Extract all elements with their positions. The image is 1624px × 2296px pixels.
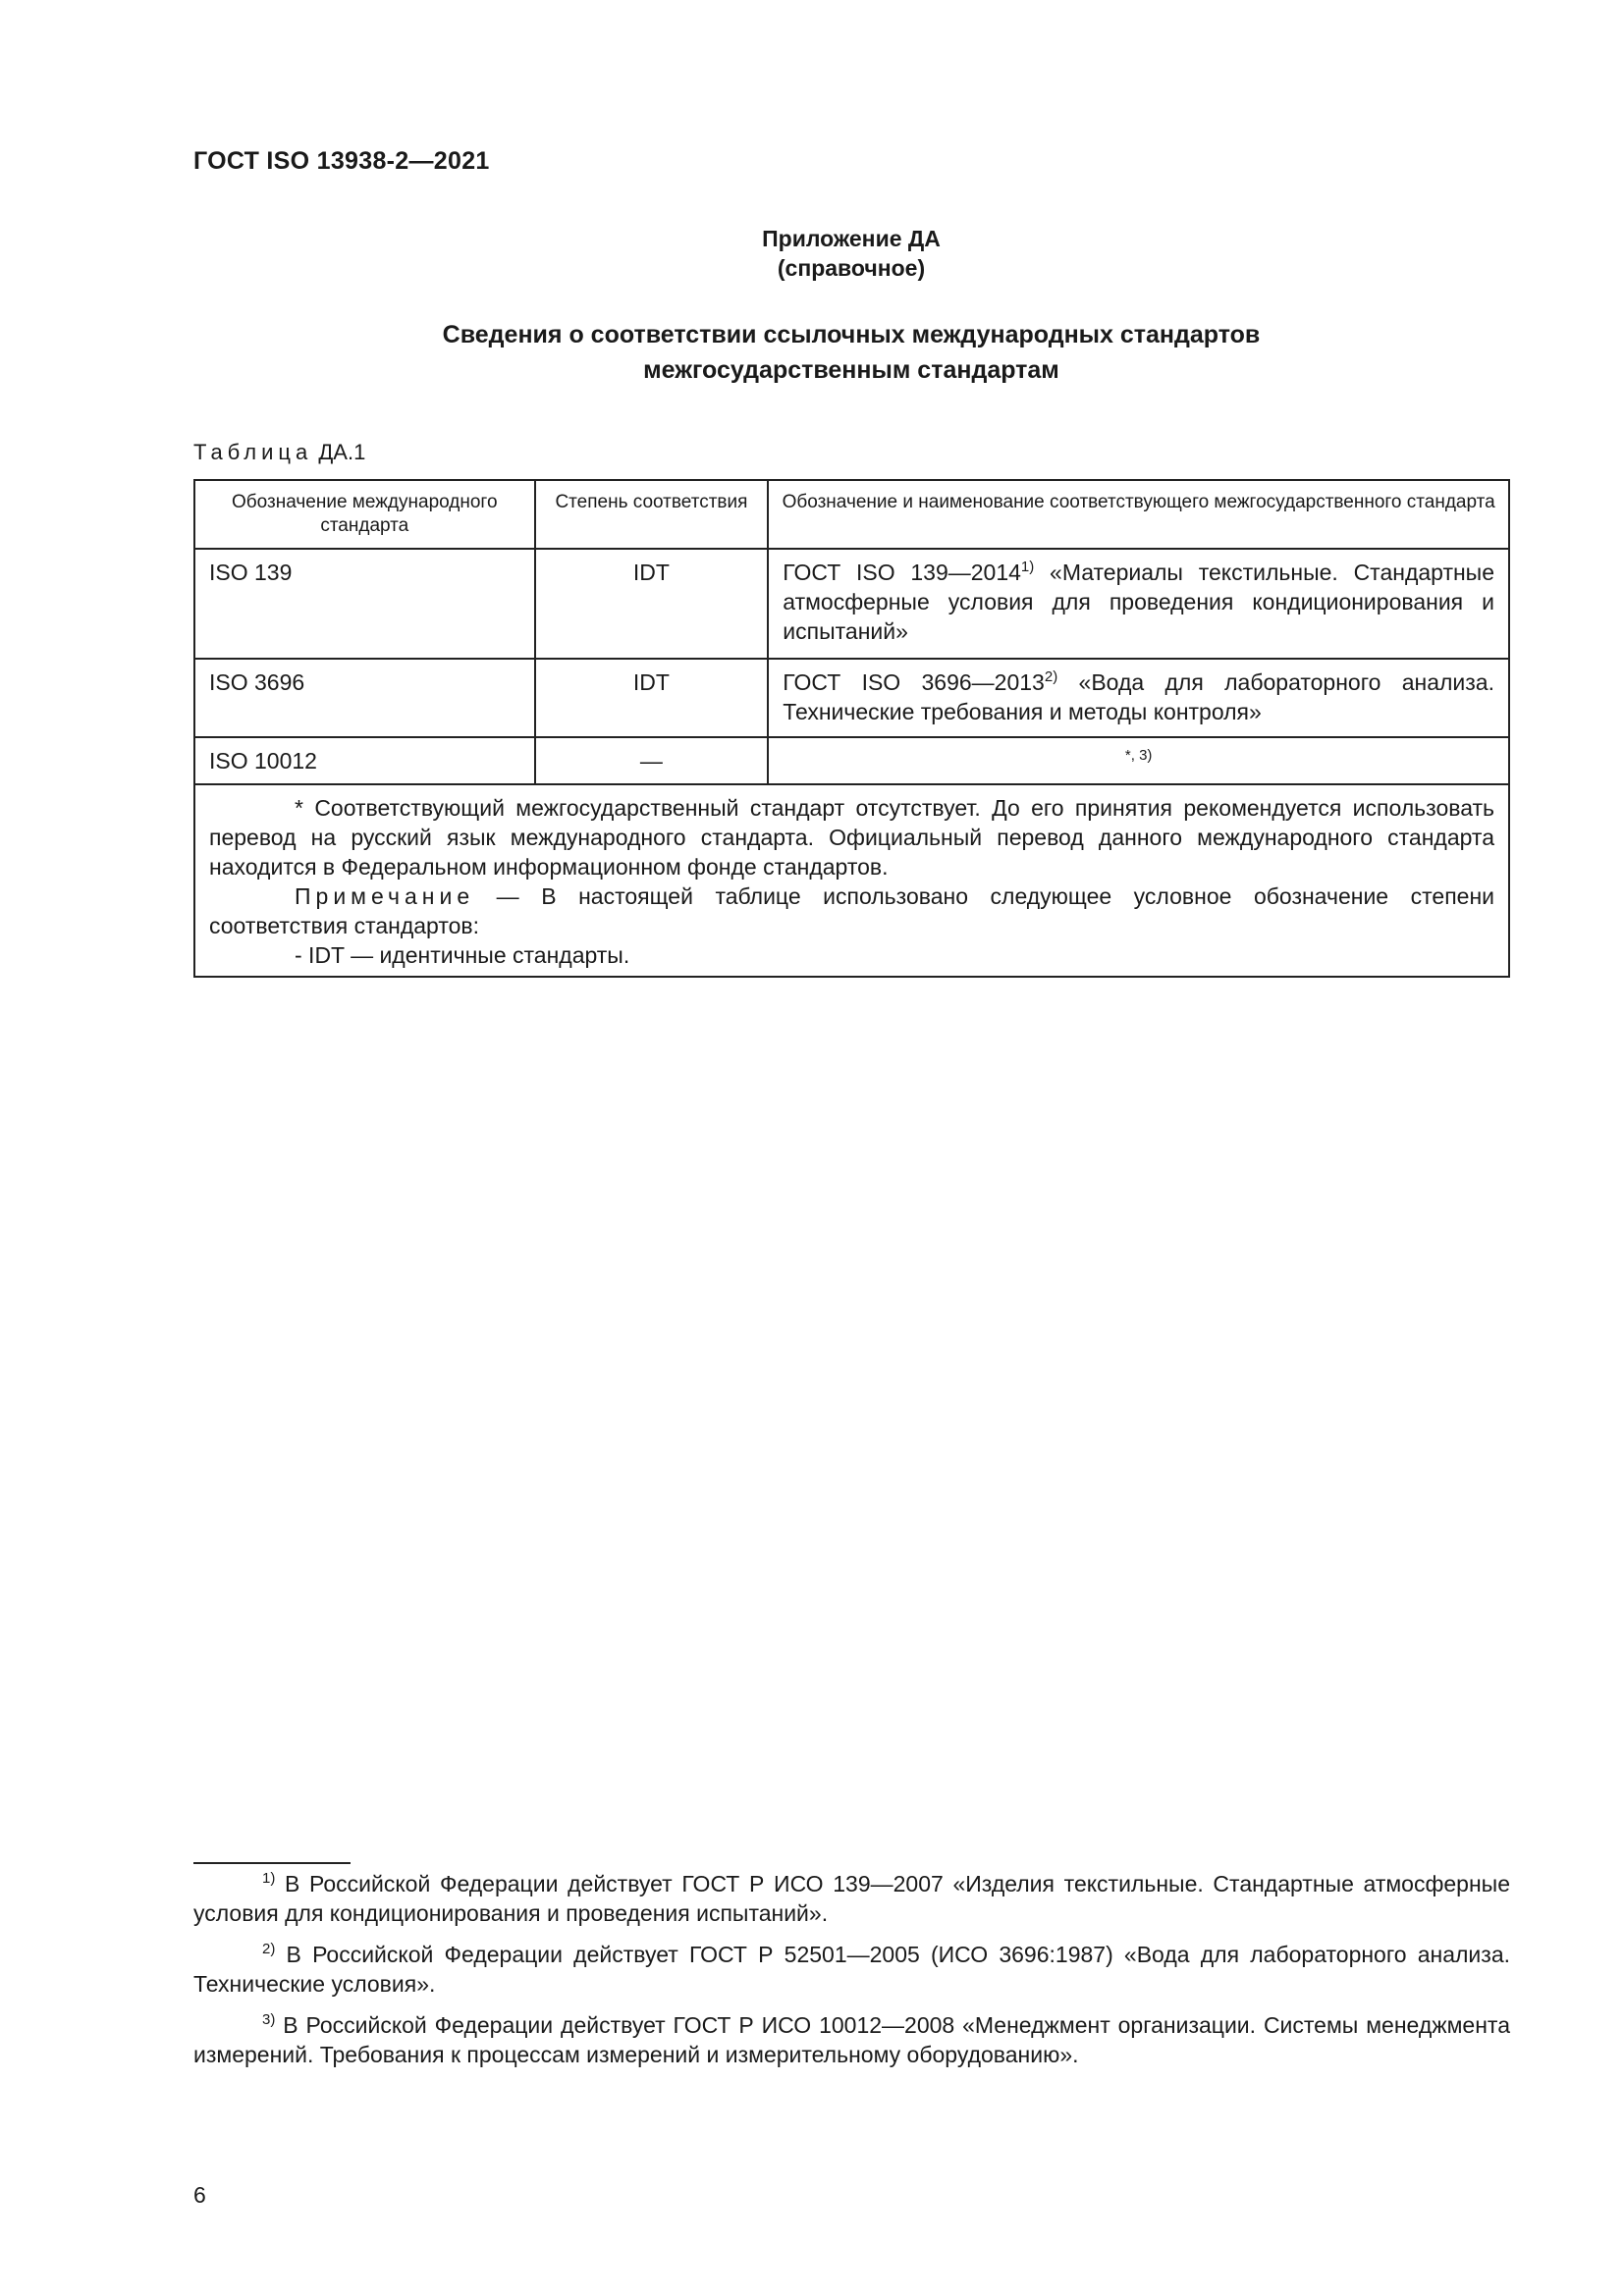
- footnote-mark: 2): [262, 1941, 276, 1957]
- cell-gost: [768, 659, 1509, 737]
- table-row: [194, 737, 1509, 784]
- table-caption: [193, 440, 365, 465]
- gost-title: «Вода для лабораторного анализа. Технические требования и методы контроля»: [783, 669, 1494, 724]
- note-text: — В настоящей таблице использовано следующее условное обозначение степени соответствия стандартов:: [209, 883, 1494, 938]
- footnote-1: [193, 1869, 1510, 1928]
- table-note: [194, 784, 1509, 977]
- gost-prefix: ГОСТ ISO 139—2014: [783, 560, 1021, 585]
- annex-title-line1: Приложение ДА: [762, 226, 941, 251]
- table-caption-number: ДА.1: [318, 440, 366, 464]
- table-row: [194, 659, 1509, 737]
- section-title: [193, 317, 1509, 388]
- note-star-text: * Соответствующий межгосударственный стандарт отсутствует. До его принятия рекомендуется использовать перевод на русский язык международного стандарта. Официальный перевод данного международного стандарта находится в Федеральном информационном фонде стандартов.: [209, 795, 1494, 880]
- document-code: ГОСТ ISO 13938-2—2021: [193, 147, 490, 175]
- annex-title-line2: (справочное): [777, 255, 926, 281]
- section-title-line2: межгосударственным стандартам: [643, 356, 1059, 384]
- table-note-row: [194, 784, 1509, 977]
- footnote-separator: [193, 1862, 351, 1864]
- note-list-item: - IDT — идентичные стандарты.: [295, 942, 630, 968]
- note-label: Примечание: [295, 883, 475, 909]
- table-header-row: [194, 480, 1509, 549]
- footnote-mark: 1): [262, 1870, 276, 1887]
- footnote-text: В Российской Федерации действует ГОСТ Р ИСО 139—2007 «Изделия текстильные. Стандартные атмосферные условия для кондиционирования и проведения испытаний».: [193, 1871, 1510, 1926]
- section-title-line1: Сведения о соответствии ссылочных международных стандартов: [442, 321, 1261, 348]
- table-row: [194, 549, 1509, 659]
- annex-title: [193, 224, 1509, 283]
- footnote-3: [193, 2010, 1510, 2069]
- footnote-2: [193, 1940, 1510, 1999]
- header-degree: Степень соответствия: [535, 480, 769, 549]
- note-paragraph: [209, 881, 1494, 940]
- correspondence-table: [193, 479, 1510, 978]
- gost-title: «Материалы текстильные. Стандартные атмосферные условия для проведения кондиционирования и испытаний»: [783, 560, 1495, 644]
- cell-intl: ISO 3696: [194, 659, 535, 737]
- footnote-mark: 3): [262, 2011, 276, 2028]
- page-number: 6: [193, 2182, 206, 2208]
- gost-prefix: ГОСТ ISO 3696—2013: [783, 669, 1045, 695]
- header-intl-standard: Обозначение международного стандарта: [194, 480, 535, 549]
- cell-degree: —: [535, 737, 769, 784]
- cell-degree: IDT: [535, 549, 769, 659]
- footnotes: [193, 1869, 1510, 2081]
- footnote-text: В Российской Федерации действует ГОСТ Р ИСО 10012—2008 «Менеджмент организации. Системы менеджмента измерений. Требования к процессам измерений и измерительному оборудованию».: [193, 2012, 1510, 2067]
- cell-degree: IDT: [535, 659, 769, 737]
- footnote-ref: 1): [1020, 559, 1035, 575]
- cell-intl: ISO 139: [194, 549, 535, 659]
- cell-gost: [768, 549, 1509, 659]
- header-gost-standard: Обозначение и наименование соответствующего межгосударственного стандарта: [768, 480, 1509, 549]
- table-caption-word: Таблица: [193, 440, 313, 464]
- cell-gost: [768, 737, 1509, 784]
- cell-intl: ISO 10012: [194, 737, 535, 784]
- footnote-ref: *, 3): [1124, 747, 1153, 764]
- footnote-ref: 2): [1044, 668, 1058, 685]
- footnote-text: В Российской Федерации действует ГОСТ Р 52501—2005 (ИСО 3696:1987) «Вода для лабораторного анализа. Технические условия».: [193, 1942, 1510, 1997]
